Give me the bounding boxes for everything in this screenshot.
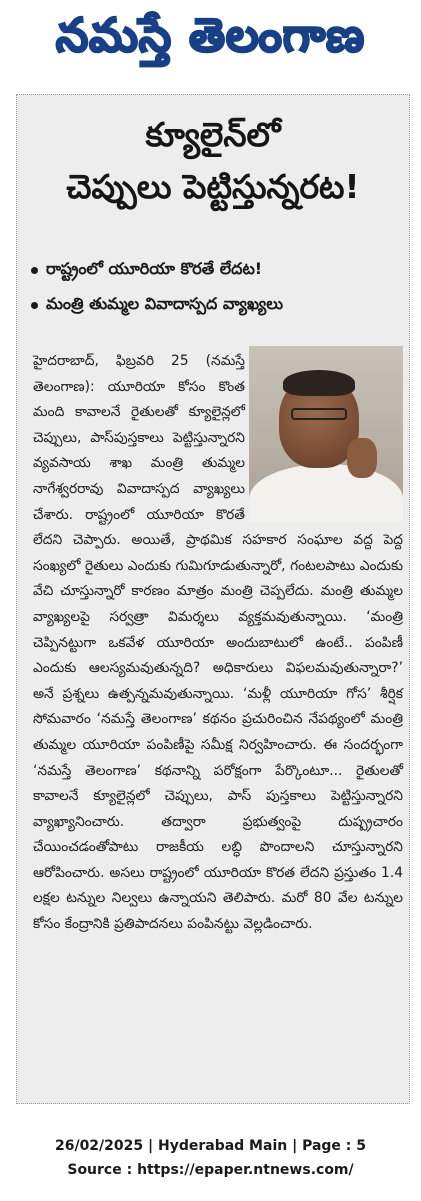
- headline-line-2: చెప్పులు పెట్టిస్తున్నరట!: [66, 167, 360, 206]
- footer-source: Source : https://epaper.ntnews.com/: [67, 1162, 354, 1178]
- article-body: [33, 349, 403, 938]
- article-headline: [17, 109, 409, 213]
- footer-date-edition: 26/02/2025 | Hyderabad Main | Page : 5: [54, 1138, 367, 1154]
- masthead: [0, 0, 421, 82]
- article-clipping: [16, 94, 410, 1104]
- subheadline-list: [31, 253, 401, 323]
- bullet-icon: [31, 302, 38, 309]
- subheadline-item: [31, 253, 401, 288]
- headline-line-1: క్యూలైన్‌లో: [145, 115, 281, 154]
- newspaper-title: నమస్తే తెలంగాణ: [55, 8, 366, 62]
- subheadline-text: రాష్ట్రంలో యూరియా కొరతే లేదట!: [46, 259, 263, 278]
- subheadline-item: [31, 288, 401, 323]
- subheadline-text: మంత్రి తుమ్మల వివాదాస్పద వ్యాఖ్యలు: [46, 294, 284, 313]
- bullet-icon: [31, 267, 38, 274]
- article-text: హైదరాబాద్, ఫిబ్రవరి 25 (నమస్తే తెలంగాణ): యూరియా కోసం కొంత మంది కావాలనే రైతులతో క్యూలైన్లలో చెప్పులు, పాస్‌పుస్తకాలు పెట్టిస్తున్నారని వ్యవసాయ శాఖ మంత్రి తుమ్మల నాగేశ్వరరావు వివాదాస్పద వ్యాఖ్యలు చేశారు. రాష్ట్రంలో యూరియా కొరతే లేదని చెప్పారు. అయితే, ప్రాథమిక సహకార సంఘాల వద్ద పెద్ద సంఖ్యలో రైతులు ఎందుకు గుమిగూడుతున్నారో, గంటలపాటు ఎందుకు వేచి చూస్తున్నారో కారణం మాత్రం మంత్రి చెప్పలేదు. మంత్రి తుమ్మల వ్యాఖ్యలపై సర్వత్రా విమర్శలు వ్యక్తమవుతున్నాయి. ‘మంత్రి చెప్పినట్టుగా ఒకవేళ యూరియా అందుబాటులో ఉంటే.. పంపిణీ ఎందుకు ఆలస్యమవుతున్నది? అధికారులు విఫలమవుతున్నారా?’ అనే ప్రశ్నలు ఉత్పన్నమవుతున్నాయి. ‘మళ్లీ యూరియా గోస’ శీర్షిక సోమవారం ‘నమస్తే తెలంగాణ’ కథనం ప్రచురించిన నేపథ్యంలో మంత్రి తుమ్మల యూరియా పంపిణీపై సమీక్ష నిర్వహించారు. ఈ సందర్భంగా ‘నమస్తే తెలంగాణ’ కథనాన్ని పరోక్షంగా పేర్కొంటూ... రైతులతో కావాలనే క్యూలైన్లలో చెప్పులు, పాస్ పుస్తకాలు పెట్టిస్తున్నారని వ్యాఖ్యానించారు. తద్వారా ప్రభుత్వంపై దుష్ప్రచారం చేయించడంతోపాటు రాజకీయ లబ్ధి పొందాలని చూస్తున్నారని ఆరోపించారు. అసలు రాష్ట్రంలో యూరియా కొరత లేదని ప్రస్తుతం 1.4 లక్షల టన్నుల నిల్వలు ఉన్నాయని తెలిపారు. మరో 80 వేల టన్నుల కోసం కేంద్రానికి ప్రతిపాదనలు పంపినట్టు వెల్లడించారు.: [33, 353, 403, 933]
